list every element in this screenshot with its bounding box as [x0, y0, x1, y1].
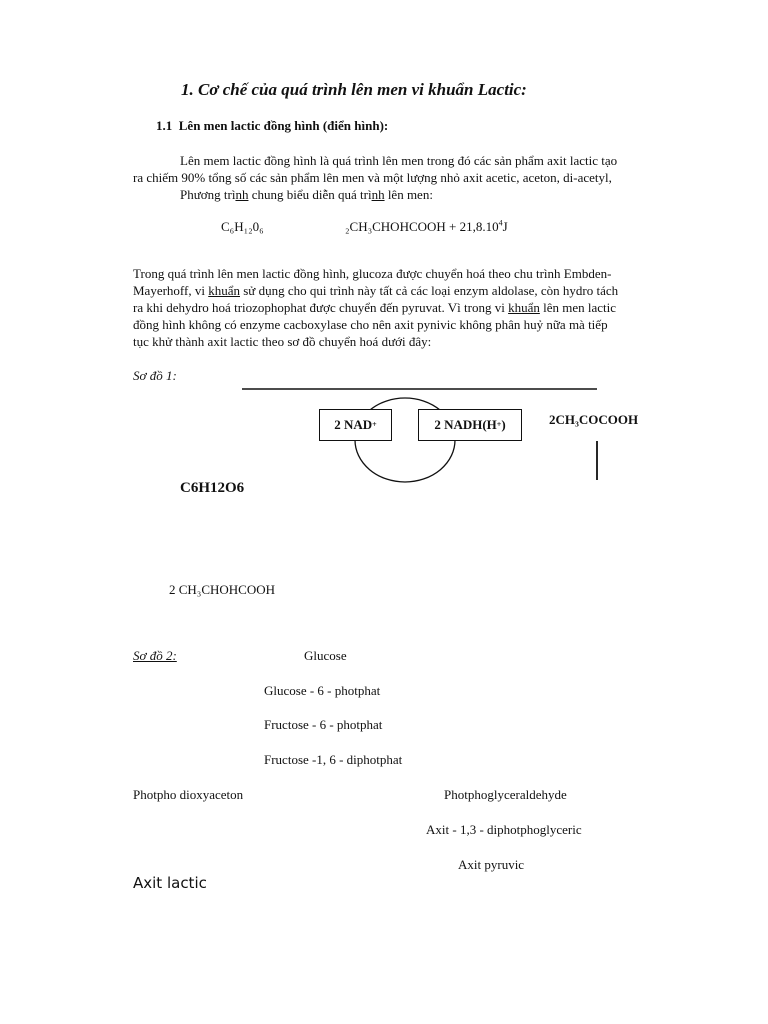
equation-right-main: ₂CH₃CHOHCOOH + 21,8.10: [345, 219, 499, 234]
para2-line2-c: sử dụng cho qui trình này tất cả các loại enzym aldolase, còn hydro tách: [240, 283, 619, 298]
para1-line2: ra chiếm 90% tổng số các sản phẩm lên men và một lượng nhỏ axit acetic, aceton, di-acetyl,: [133, 170, 612, 185]
step-fructose-diphosphate: Fructose -1, 6 - diphotphat: [264, 752, 403, 767]
para2-line2-a: Mayerhoff, vi: [133, 283, 209, 298]
lactate-formula: 2 CH₃CHOHCOOH: [169, 582, 276, 597]
para2-line4: đồng hình không có enzyme cacboxylase cho nên axit pynivic không phân huỷ nữa mà tiếp: [133, 317, 608, 332]
para1-line3-d: nh: [371, 187, 385, 202]
step-diphosphoglyceric: Axit - 1,3 - diphotphoglyceric: [426, 822, 582, 837]
para2-line3-b: khuẩn: [508, 300, 540, 315]
step-glucose-6-phosphate: Glucose - 6 - photphat: [264, 683, 381, 698]
step-fructose-6-phosphate: Fructose - 6 - photphat: [264, 717, 383, 732]
step-lactic: Axit lactic: [133, 874, 207, 892]
diagram1-label: Sơ đồ 1:: [133, 368, 177, 383]
step-glyceraldehyde: Photphoglyceraldehyde: [444, 787, 567, 802]
para1-line3-e: lên men:: [384, 187, 433, 202]
step-pyruvic: Axit pyruvic: [458, 857, 525, 872]
para1-line3-c: chung biểu diễn quá trì: [248, 187, 372, 202]
para2-line3-a: ra khi dehydro hoá triozophophat được chuyển đến pyruvat. Vì trong vi: [133, 300, 509, 315]
para1-line1: Lên mem lactic đồng hình là quá trình lên men trong đó các sản phẩm axit lactic tạo: [180, 153, 618, 168]
nadh-box: 2 NADH(H + ): [418, 409, 522, 441]
diagram2-label: Sơ đồ 2:: [133, 648, 177, 663]
nadh-label: 2 NADH(H: [434, 417, 497, 432]
para2-line5: tục khử thành axit lactic theo sơ đồ chuyển hoá dưới đây:: [133, 334, 432, 349]
equation-unit: J: [502, 219, 508, 234]
pyruvate-label: 2CH₃COCOOH: [549, 412, 639, 427]
page-title: 1. Cơ chế của quá trình lên men vi khuẩn Lactic:: [181, 80, 527, 99]
step-dihydroxyacetone: Photpho dioxyaceton: [133, 787, 244, 802]
section-title: Lên men lactic đồng hình (điển hình):: [178, 118, 389, 133]
nad-box: 2 NAD +: [319, 409, 392, 441]
glucose-formula: C6H12O6: [180, 480, 245, 496]
nadh-close: ): [501, 417, 506, 432]
para2-line1: Trong quá trình lên men lactic đồng hình, glucoza được chuyển hoá theo chu trình Embden-: [133, 266, 612, 281]
step-glucose: Glucose: [304, 648, 347, 663]
para2-line2-b: khuẩn: [208, 283, 240, 298]
para1-line3-b: nh: [235, 187, 249, 202]
section-number: 1.1: [156, 118, 173, 133]
nad-label: 2 NAD: [334, 417, 373, 432]
equation-exponent: 4: [498, 218, 503, 228]
para1-line3-a: Phương trì: [180, 187, 236, 202]
equation-left: C₆H₁₂0₆: [221, 219, 264, 234]
para2-line3-c: lên men lactic: [539, 300, 617, 315]
